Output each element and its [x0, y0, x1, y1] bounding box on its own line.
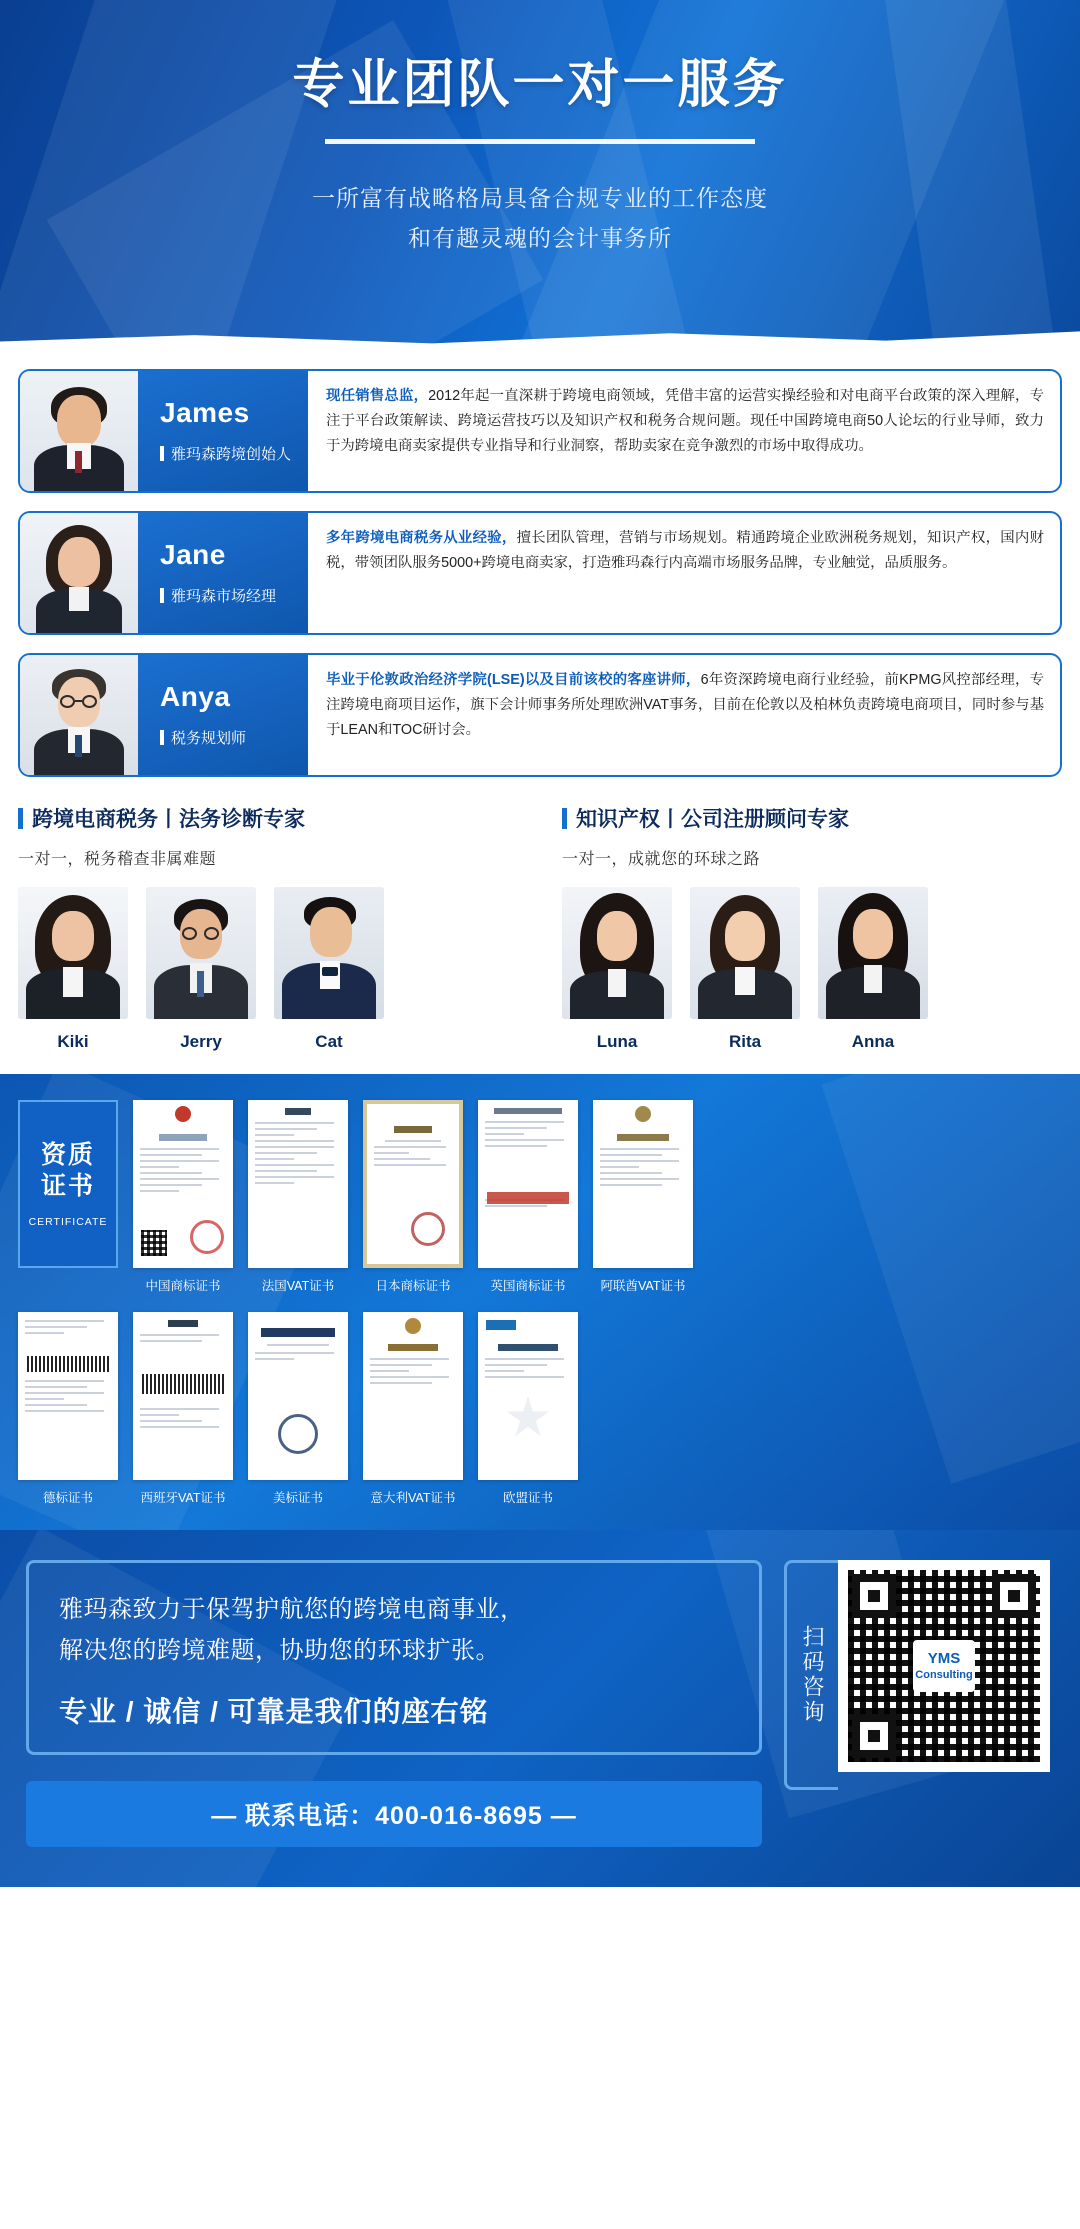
expert-name: Jerry — [180, 1032, 222, 1051]
certificate-item[interactable] — [133, 1312, 233, 1506]
certificate-item[interactable] — [478, 1312, 578, 1506]
certificate-item[interactable] — [248, 1100, 348, 1294]
expert-photo — [818, 887, 928, 1019]
hero-subtitle-line1: 一所富有战略格局具备合规专业的工作态度 — [312, 185, 768, 211]
title-accent-bar — [562, 808, 567, 829]
qr-finder-icon — [992, 1574, 1036, 1618]
expert-group-title: 知识产权丨公司注册顾问专家 — [562, 803, 1062, 833]
qr-block — [784, 1560, 1054, 1847]
certificate-item[interactable] — [18, 1312, 118, 1506]
hero-subtitle — [0, 178, 1080, 259]
title-accent-bar — [18, 808, 23, 829]
certificate-thumbnail[interactable] — [248, 1100, 348, 1268]
qr-code[interactable] — [838, 1560, 1050, 1772]
qr-code-image[interactable] — [848, 1570, 1040, 1762]
consultant-description — [308, 655, 1060, 775]
certificate-row-1 — [18, 1100, 1062, 1294]
certificate-item[interactable] — [478, 1100, 578, 1294]
contact-phone[interactable]: — 联系电话：400-016-8695 — — [26, 1781, 762, 1847]
footer-contact-section — [0, 1530, 1080, 1887]
consultant-description-body: 擅长团队管理，营销与市场规划。精通跨境企业欧洲税务规划，知识产权，国内财税，带领团队服务5000+跨境电商卖家，打造雅玛森行内高端市场服务品牌，专业触觉，品质服务。 — [326, 530, 1044, 571]
consultant-description-body: 6年资深跨境电商行业经验，前KPMG风控部经理，专注跨境电商项目运作，旗下会计师事务所处理欧洲VAT事务，目前在伦敦以及柏林负责跨境电商项目，同时参与基于LEAN和TOC研讨会。 — [326, 672, 1045, 738]
expert-member — [818, 887, 928, 1052]
expert-photo — [690, 887, 800, 1019]
expert-member-list — [562, 887, 1062, 1052]
certificate-label: 中国商标证书 — [145, 1279, 221, 1293]
qr-logo-bottom: Consulting — [915, 1668, 973, 1681]
consultant-description-highlight: 现任销售总监， — [326, 388, 429, 404]
expert-group-title: 跨境电商税务丨法务诊断专家 — [18, 803, 540, 833]
consultant-role: 雅玛森市场经理 — [160, 585, 308, 606]
qr-finder-icon — [852, 1714, 896, 1758]
certificate-thumbnail[interactable] — [133, 1312, 233, 1480]
footer-motto: 专业 / 诚信 / 可靠是我们的座右铭 — [59, 1695, 489, 1727]
consultant-list — [0, 355, 1080, 799]
consultant-name-block — [138, 655, 308, 775]
expert-member — [274, 887, 384, 1052]
consultant-card — [18, 511, 1062, 635]
footer-message-line2: 解决您的跨境难题，协助您的环球扩张。 — [59, 1637, 500, 1665]
certificate-item[interactable] — [363, 1312, 463, 1506]
certificate-thumbnail[interactable] — [363, 1100, 463, 1268]
consultant-description-highlight: 毕业于伦敦政治经济学院(LSE)以及目前该校的客座讲师， — [326, 672, 701, 688]
consultant-photo — [20, 513, 138, 633]
expert-name: Kiki — [57, 1032, 89, 1051]
certificate-label: 意大利VAT证书 — [370, 1491, 456, 1505]
hero-banner — [0, 0, 1080, 355]
qr-brand-logo — [913, 1640, 975, 1692]
consultant-card — [18, 653, 1062, 777]
certificate-row-2 — [18, 1312, 1062, 1506]
expert-photo — [18, 887, 128, 1019]
certificate-label: 日本商标证书 — [375, 1279, 451, 1293]
consultant-card — [18, 369, 1062, 493]
consultant-description — [308, 513, 1060, 633]
hero-subtitle-line2: 和有趣灵魂的会计事务所 — [408, 225, 672, 252]
role-accent-bar — [160, 730, 164, 745]
certificates-section — [0, 1074, 1080, 1530]
certificate-label: 法国VAT证书 — [261, 1279, 335, 1293]
footer-message-box — [26, 1560, 762, 1755]
consultant-name: Jane — [160, 539, 226, 570]
certificate-thumbnail[interactable] — [363, 1312, 463, 1480]
certificate-thumbnail[interactable] — [18, 1312, 118, 1480]
qr-logo-top: YMS — [927, 1649, 961, 1667]
consultant-role: 雅玛森跨境创始人 — [160, 443, 308, 464]
expert-name: Luna — [596, 1032, 638, 1051]
expert-group-ip — [540, 803, 1062, 1052]
certificate-thumbnail[interactable] — [478, 1100, 578, 1268]
expert-group-tax — [18, 803, 540, 1052]
certificate-label: 英国商标证书 — [490, 1279, 566, 1293]
role-accent-bar — [160, 588, 164, 603]
certificate-thumbnail[interactable] — [593, 1100, 693, 1268]
consultant-photo — [20, 655, 138, 775]
certificate-label: 西班牙VAT证书 — [140, 1491, 226, 1505]
expert-name: Anna — [851, 1032, 895, 1051]
certificate-thumbnail[interactable] — [133, 1100, 233, 1268]
consultant-description — [308, 371, 1060, 491]
consultant-description-highlight: 多年跨境电商税务从业经验， — [326, 530, 517, 546]
certificate-item[interactable] — [593, 1100, 693, 1294]
certificate-thumbnail[interactable] — [248, 1312, 348, 1480]
certificate-label: 德标证书 — [42, 1491, 93, 1505]
expert-member — [690, 887, 800, 1052]
expert-name: Rita — [728, 1032, 762, 1051]
consultant-photo — [20, 371, 138, 491]
expert-group-subtitle: 一对一，税务稽查非属难题 — [18, 851, 217, 868]
certificate-label: 阿联酋VAT证书 — [600, 1279, 686, 1293]
expert-groups — [0, 799, 1080, 1052]
expert-member — [562, 887, 672, 1052]
certificate-item[interactable] — [363, 1100, 463, 1294]
qr-finder-icon — [852, 1574, 896, 1618]
page-title: 专业团队一对一服务 — [292, 56, 788, 114]
expert-member — [18, 887, 128, 1052]
expert-group-subtitle: 一对一，成就您的环球之路 — [562, 851, 761, 868]
consultant-description-body: 2012年起一直深耕于跨境电商领域，凭借丰富的运营实操经验和对电商平台政策的深入理解，专注于平台政策解读、跨境运营技巧以及知识产权和税务合规问题。现任中国跨境电商50人论坛的行业导师，致力于为跨境电商卖家提供专业指导和行业洞察，帮助卖家在竞争激烈的市场中取得成功。 — [326, 388, 1044, 454]
certificate-item[interactable] — [248, 1312, 348, 1506]
certificate-label: 美标证书 — [272, 1491, 323, 1505]
certificate-item[interactable] — [133, 1100, 233, 1294]
expert-photo — [274, 887, 384, 1019]
expert-member — [146, 887, 256, 1052]
title-underline — [325, 139, 755, 144]
certificate-label: 欧盟证书 — [502, 1491, 553, 1505]
certificate-badge: 资质 证书 CERTIFICATE — [18, 1100, 118, 1268]
footer-message-line1: 雅玛森致力于保驾护航您的跨境电商事业， — [59, 1596, 525, 1623]
consultant-name: Anya — [160, 681, 231, 712]
expert-name: Cat — [315, 1032, 343, 1051]
certificate-badge-subtitle: CERTIFICATE — [28, 1216, 108, 1229]
consultant-name-block — [138, 371, 308, 491]
qr-label: 扫码咨询 — [784, 1560, 838, 1790]
certificate-thumbnail[interactable] — [478, 1312, 578, 1480]
consultant-name-block — [138, 513, 308, 633]
consultant-role: 税务规划师 — [160, 727, 308, 748]
role-accent-bar — [160, 446, 164, 461]
expert-photo — [562, 887, 672, 1019]
expert-photo — [146, 887, 256, 1019]
consultant-name: James — [160, 397, 250, 428]
expert-member-list — [18, 887, 540, 1052]
